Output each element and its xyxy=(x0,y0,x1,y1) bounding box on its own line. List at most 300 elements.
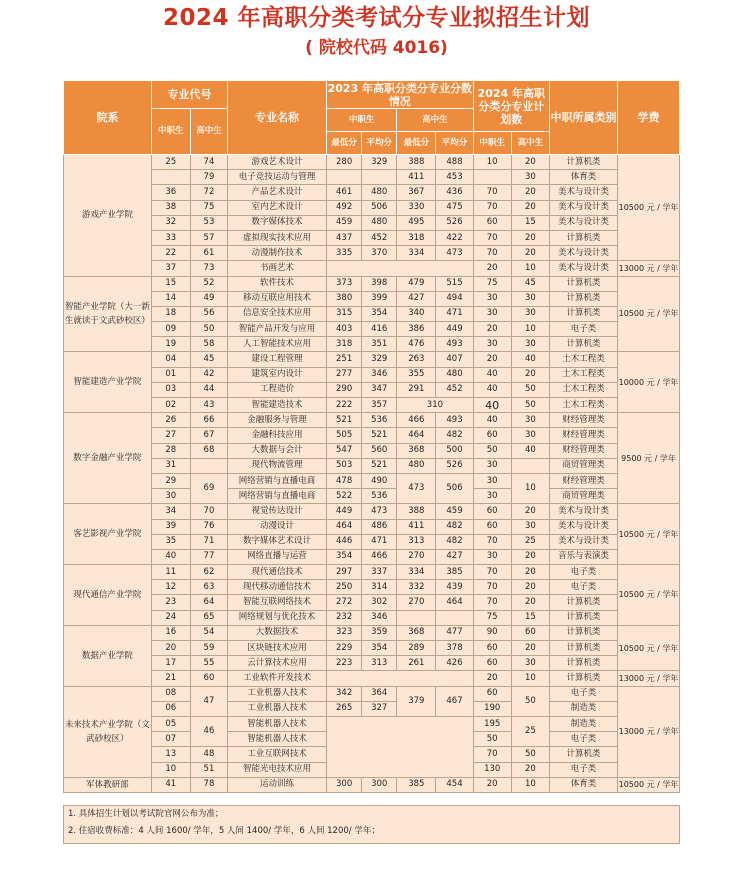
header-zz-avg: 平均分 xyxy=(362,132,397,155)
table-cell: 30 xyxy=(151,489,190,504)
table-cell: 20 xyxy=(511,200,549,215)
table-cell xyxy=(473,170,511,185)
table-cell: 20 xyxy=(511,641,549,656)
table-cell: 音乐与表演类 xyxy=(549,549,617,564)
table-cell: 30 xyxy=(473,458,511,473)
table-cell: 464 xyxy=(436,595,473,610)
table-cell: 310 xyxy=(397,398,473,413)
table-cell: 20 xyxy=(473,322,511,337)
table-cell: 195 xyxy=(473,716,511,731)
table-cell: 大数据与会计 xyxy=(228,443,327,458)
table-row xyxy=(64,185,680,200)
table-cell: 332 xyxy=(397,580,436,595)
table-cell: 20 xyxy=(511,595,549,610)
table-cell: 31 xyxy=(151,458,190,473)
table-cell: 482 xyxy=(436,428,473,443)
table-cell: 90 xyxy=(473,625,511,640)
table-cell: 263 xyxy=(397,352,436,367)
table-row xyxy=(64,504,680,519)
table-cell: 354 xyxy=(362,641,397,656)
enrollment-plan-table xyxy=(63,80,680,793)
table-cell: 25 xyxy=(511,716,549,746)
table-cell: 130 xyxy=(473,762,511,777)
table-cell: 美术与设计类 xyxy=(549,200,617,215)
table-cell: 70 xyxy=(473,185,511,200)
table-cell: 电子类 xyxy=(549,565,617,580)
table-row xyxy=(64,428,680,443)
table-cell: 300 xyxy=(327,777,362,792)
table-cell: 302 xyxy=(362,595,397,610)
table-cell: 10 xyxy=(511,777,549,792)
table-cell: 现代物流管理 xyxy=(228,458,327,473)
fee-cell: 13000 元 / 学年 xyxy=(618,671,680,686)
table-cell: 536 xyxy=(362,413,397,428)
dept-cell: 军体教研部 xyxy=(64,777,152,792)
table-row xyxy=(64,534,680,549)
table-cell: 04 xyxy=(151,352,190,367)
table-cell: 79 xyxy=(190,170,227,185)
table-cell: 464 xyxy=(327,519,362,534)
table-cell: 建设工程管理 xyxy=(228,352,327,367)
table-cell: 479 xyxy=(397,276,436,291)
table-row xyxy=(64,565,680,580)
table-cell: 03 xyxy=(151,382,190,397)
table-cell: 计算机类 xyxy=(549,306,617,321)
table-row xyxy=(64,322,680,337)
table-cell: 76 xyxy=(190,519,227,534)
table-cell: 334 xyxy=(397,565,436,580)
table-cell: 492 xyxy=(327,200,362,215)
table-cell: 427 xyxy=(397,291,436,306)
table-cell: 12 xyxy=(151,580,190,595)
table-cell: 547 xyxy=(327,443,362,458)
table-cell: 494 xyxy=(436,291,473,306)
table-cell: 57 xyxy=(190,230,227,245)
table-cell: 10 xyxy=(511,261,549,276)
table-cell: 313 xyxy=(397,534,436,549)
table-row xyxy=(64,595,680,610)
table-cell: 277 xyxy=(327,367,362,382)
table-cell: 计算机类 xyxy=(549,610,617,625)
table-cell: 14 xyxy=(151,291,190,306)
table-row xyxy=(64,306,680,321)
table-cell: 08 xyxy=(151,686,190,701)
table-cell: 471 xyxy=(436,306,473,321)
table-cell: 439 xyxy=(436,580,473,595)
table-cell: 77 xyxy=(190,549,227,564)
table-cell: 329 xyxy=(362,155,397,170)
table-cell: 电子类 xyxy=(549,322,617,337)
table-cell: 33 xyxy=(151,230,190,245)
notes-box xyxy=(63,805,680,844)
header-code-zz: 中职生 xyxy=(151,109,190,155)
table-cell: 数字媒体艺术设计 xyxy=(228,534,327,549)
table-cell: 506 xyxy=(436,473,473,503)
table-cell: 25 xyxy=(511,534,549,549)
table-cell: 473 xyxy=(436,246,473,261)
table-cell: 计算机类 xyxy=(549,747,617,762)
table-cell xyxy=(327,671,474,686)
table-cell: 64 xyxy=(190,595,227,610)
table-row xyxy=(64,200,680,215)
table-cell: 436 xyxy=(436,185,473,200)
table-cell: 337 xyxy=(362,565,397,580)
table-cell: 20 xyxy=(473,261,511,276)
table-cell: 20 xyxy=(511,155,549,170)
table-cell: 61 xyxy=(190,246,227,261)
table-row xyxy=(64,580,680,595)
table-cell: 数字媒体技术 xyxy=(228,215,327,230)
table-row xyxy=(64,291,680,306)
table-cell: 16 xyxy=(151,625,190,640)
table-cell: 金融服务与管理 xyxy=(228,413,327,428)
table-cell: 60 xyxy=(473,215,511,230)
dept-cell: 游戏产业学院 xyxy=(64,155,152,277)
table-cell: 01 xyxy=(151,367,190,382)
table-cell: 318 xyxy=(327,337,362,352)
table-cell: 40 xyxy=(473,367,511,382)
fee-cell: 13000 元 / 学年 xyxy=(618,261,680,276)
table-cell: 55 xyxy=(190,656,227,671)
table-cell: 500 xyxy=(436,443,473,458)
table-row xyxy=(64,671,680,686)
table-cell: 60 xyxy=(473,686,511,701)
table-cell: 智能互联网络技术 xyxy=(228,595,327,610)
table-row xyxy=(64,170,680,185)
table-cell: 30 xyxy=(511,337,549,352)
table-row xyxy=(64,777,680,792)
table-cell: 482 xyxy=(436,534,473,549)
table-cell: 土木工程类 xyxy=(549,367,617,382)
table-cell: 330 xyxy=(397,200,436,215)
table-cell: 10 xyxy=(511,322,549,337)
fee-cell: 10500 元 / 学年 xyxy=(618,777,680,792)
table-cell: 355 xyxy=(397,367,436,382)
table-row xyxy=(64,458,680,473)
table-cell: 智能产品开发与应用 xyxy=(228,322,327,337)
table-cell: 54 xyxy=(190,625,227,640)
table-cell: 426 xyxy=(436,656,473,671)
table-cell: 69 xyxy=(190,473,227,503)
table-cell: 60 xyxy=(511,625,549,640)
table-cell: 50 xyxy=(511,747,549,762)
table-cell: 计算机类 xyxy=(549,230,617,245)
table-cell: 466 xyxy=(397,413,436,428)
page-title: 2024 年高职分类考试分专业拟招生计划 xyxy=(162,5,591,31)
note-1: 1. 具体招生计划以考试院官网公布为准； xyxy=(68,809,224,819)
table-cell: 222 xyxy=(327,398,362,413)
table-cell: 399 xyxy=(362,291,397,306)
table-cell: 产品艺术设计 xyxy=(228,185,327,200)
table-cell: 357 xyxy=(362,398,397,413)
table-cell: 电子类 xyxy=(549,580,617,595)
table-cell: 505 xyxy=(327,428,362,443)
table-cell: 24 xyxy=(151,610,190,625)
table-cell: 342 xyxy=(327,686,362,701)
dept-cell: 未来技术产业学院（文武砂校区） xyxy=(64,686,152,777)
table-cell: 10 xyxy=(511,671,549,686)
table-row xyxy=(64,473,680,488)
table-cell: 体育类 xyxy=(549,170,617,185)
table-cell: 30 xyxy=(511,413,549,428)
table-body xyxy=(64,155,680,793)
table-cell: 373 xyxy=(327,276,362,291)
table-cell: 354 xyxy=(362,306,397,321)
table-cell: 15 xyxy=(511,610,549,625)
table-cell: 现代移动通信技术 xyxy=(228,580,327,595)
table-header xyxy=(64,81,680,155)
table-row xyxy=(64,276,680,291)
fee-cell: 10500 元 / 学年 xyxy=(618,625,680,671)
table-cell: 521 xyxy=(362,458,397,473)
table-cell: 50 xyxy=(473,732,511,747)
table-cell: 计算机类 xyxy=(549,641,617,656)
table-cell: 526 xyxy=(436,215,473,230)
table-row xyxy=(64,610,680,625)
dept-cell: 数据产业学院 xyxy=(64,625,152,686)
table-cell: 智能机器人技术 xyxy=(228,732,327,747)
table-cell: 美术与设计类 xyxy=(549,534,617,549)
table-cell: 52 xyxy=(190,276,227,291)
table-row xyxy=(64,716,680,731)
table-cell: 62 xyxy=(190,565,227,580)
table-cell: 20 xyxy=(473,671,511,686)
table-cell: 261 xyxy=(397,656,436,671)
table-cell xyxy=(327,716,474,777)
table-cell: 416 xyxy=(362,322,397,337)
table-row xyxy=(64,413,680,428)
table-cell: 467 xyxy=(436,686,473,716)
table-cell: 土木工程类 xyxy=(549,352,617,367)
table-cell: 动漫设计 xyxy=(228,519,327,534)
header-zz-min: 最低分 xyxy=(327,132,362,155)
table-cell: 473 xyxy=(362,504,397,519)
fee-cell: 10500 元 / 学年 xyxy=(618,504,680,565)
table-cell: 36 xyxy=(151,185,190,200)
table-cell: 15 xyxy=(151,276,190,291)
table-cell: 471 xyxy=(362,534,397,549)
table-cell: 476 xyxy=(397,337,436,352)
table-cell: 20 xyxy=(511,230,549,245)
table-cell: 工业机器人技术 xyxy=(228,686,327,701)
table-cell: 359 xyxy=(362,625,397,640)
table-cell: 40 xyxy=(511,352,549,367)
table-cell: 40 xyxy=(473,398,511,413)
table-cell: 50 xyxy=(511,398,549,413)
table-cell xyxy=(362,170,397,185)
table-cell: 289 xyxy=(397,641,436,656)
table-cell: 视觉传达设计 xyxy=(228,504,327,519)
table-cell: 47 xyxy=(190,686,227,716)
table-cell: 计算机类 xyxy=(549,276,617,291)
table-cell: 461 xyxy=(327,185,362,200)
table-cell: 计算机类 xyxy=(549,595,617,610)
table-cell: 46 xyxy=(190,716,227,746)
table-cell: 493 xyxy=(436,413,473,428)
table-cell: 506 xyxy=(362,200,397,215)
table-cell: 70 xyxy=(473,534,511,549)
table-cell: 60 xyxy=(473,656,511,671)
table-cell: 334 xyxy=(397,246,436,261)
header-major: 专业名称 xyxy=(228,81,327,155)
table-cell: 38 xyxy=(151,200,190,215)
table-cell: 财经管理类 xyxy=(549,428,617,443)
table-cell: 30 xyxy=(511,170,549,185)
table-cell: 346 xyxy=(362,367,397,382)
dept-cell: 客艺影视产业学院 xyxy=(64,504,152,565)
table-cell: 490 xyxy=(362,473,397,488)
table-cell: 70 xyxy=(473,565,511,580)
table-cell: 28 xyxy=(151,443,190,458)
table-cell: 60 xyxy=(473,428,511,443)
table-cell: 66 xyxy=(190,413,227,428)
table-cell: 449 xyxy=(327,504,362,519)
table-cell: 美术与设计类 xyxy=(549,261,617,276)
table-cell: 制造类 xyxy=(549,716,617,731)
table-row xyxy=(64,701,680,716)
table-cell: 20 xyxy=(511,246,549,261)
table-cell: 368 xyxy=(397,625,436,640)
table-cell: 20 xyxy=(511,367,549,382)
header-gz-avg: 平均分 xyxy=(436,132,473,155)
table-cell: 电子类 xyxy=(549,732,617,747)
table-cell: 407 xyxy=(436,352,473,367)
table-cell: 48 xyxy=(190,747,227,762)
table-row xyxy=(64,443,680,458)
table-cell xyxy=(436,610,473,625)
table-cell: 370 xyxy=(362,246,397,261)
table-cell: 10 xyxy=(511,473,549,503)
table-cell: 223 xyxy=(327,656,362,671)
table-cell: 71 xyxy=(190,534,227,549)
table-cell: 计算机类 xyxy=(549,625,617,640)
table-cell: 495 xyxy=(397,215,436,230)
table-cell: 297 xyxy=(327,565,362,580)
table-cell: 网络规划与优化技术 xyxy=(228,610,327,625)
table-row xyxy=(64,246,680,261)
header-score-gz: 高中生 xyxy=(397,109,473,132)
table-cell: 70 xyxy=(473,230,511,245)
table-cell: 459 xyxy=(436,504,473,519)
table-cell: 30 xyxy=(473,291,511,306)
table-cell: 480 xyxy=(362,215,397,230)
table-cell: 45 xyxy=(190,352,227,367)
table-cell: 建筑室内设计 xyxy=(228,367,327,382)
table-cell: 515 xyxy=(436,276,473,291)
table-cell: 560 xyxy=(362,443,397,458)
header-plan-gz: 高中生 xyxy=(511,132,549,155)
table-cell: 73 xyxy=(190,261,227,276)
table-cell: 27 xyxy=(151,428,190,443)
table-cell: 计算机类 xyxy=(549,155,617,170)
table-cell: 电子竞技运动与管理 xyxy=(228,170,327,185)
table-cell: 422 xyxy=(436,230,473,245)
table-cell: 美术与设计类 xyxy=(549,504,617,519)
table-cell: 工程造价 xyxy=(228,382,327,397)
table-cell: 11 xyxy=(151,565,190,580)
table-cell: 20 xyxy=(473,777,511,792)
table-cell: 386 xyxy=(397,322,436,337)
table-cell: 68 xyxy=(190,443,227,458)
table-cell: 60 xyxy=(473,504,511,519)
table-cell: 454 xyxy=(436,777,473,792)
table-cell: 50 xyxy=(511,686,549,716)
table-cell: 22 xyxy=(151,246,190,261)
table-cell: 05 xyxy=(151,716,190,731)
fee-cell: 10500 元 / 学年 xyxy=(618,155,680,261)
table-row xyxy=(64,352,680,367)
table-cell: 437 xyxy=(327,230,362,245)
table-cell xyxy=(327,170,362,185)
table-cell: 526 xyxy=(436,458,473,473)
table-cell: 29 xyxy=(151,473,190,488)
table-cell: 49 xyxy=(190,291,227,306)
table-cell: 44 xyxy=(190,382,227,397)
table-cell: 30 xyxy=(511,519,549,534)
table-cell: 65 xyxy=(190,610,227,625)
table-cell: 56 xyxy=(190,306,227,321)
table-cell: 32 xyxy=(151,215,190,230)
table-cell: 232 xyxy=(327,610,362,625)
table-cell: 20 xyxy=(511,504,549,519)
table-cell: 42 xyxy=(190,367,227,382)
table-cell: 50 xyxy=(473,443,511,458)
header-plan-zz: 中职生 xyxy=(473,132,511,155)
table-cell: 385 xyxy=(397,777,436,792)
table-cell: 网络营销与直播电商 xyxy=(228,489,327,504)
table-cell: 521 xyxy=(327,413,362,428)
table-cell: 521 xyxy=(362,428,397,443)
table-cell xyxy=(151,170,190,185)
table-cell: 智能机器人技术 xyxy=(228,716,327,731)
table-cell: 30 xyxy=(473,473,511,488)
table-cell: 464 xyxy=(397,428,436,443)
table-cell: 19 xyxy=(151,337,190,352)
table-cell: 453 xyxy=(436,170,473,185)
table-cell: 30 xyxy=(511,656,549,671)
header-dept: 院系 xyxy=(64,81,152,155)
table-cell: 72 xyxy=(190,185,227,200)
table-cell: 15 xyxy=(511,215,549,230)
table-cell: 虚拟现实技术应用 xyxy=(228,230,327,245)
table-cell: 25 xyxy=(151,155,190,170)
table-cell: 云计算技术应用 xyxy=(228,656,327,671)
table-cell: 10 xyxy=(473,155,511,170)
table-cell: 20 xyxy=(151,641,190,656)
table-cell: 522 xyxy=(327,489,362,504)
table-cell: 40 xyxy=(473,382,511,397)
table-cell: 323 xyxy=(327,625,362,640)
table-cell: 388 xyxy=(397,504,436,519)
table-cell: 软件技术 xyxy=(228,276,327,291)
table-cell: 43 xyxy=(190,398,227,413)
dept-cell: 智能建造产业学院 xyxy=(64,352,152,413)
table-cell: 40 xyxy=(151,549,190,564)
table-cell: 482 xyxy=(436,519,473,534)
table-cell: 368 xyxy=(397,443,436,458)
fee-cell: 10500 元 / 学年 xyxy=(618,565,680,626)
table-cell: 电子类 xyxy=(549,686,617,701)
table-cell: 327 xyxy=(362,701,397,716)
table-cell: 398 xyxy=(362,276,397,291)
table-cell: 30 xyxy=(473,306,511,321)
table-cell: 411 xyxy=(397,519,436,534)
table-cell: 美术与设计类 xyxy=(549,246,617,261)
table-cell: 50 xyxy=(511,382,549,397)
table-cell: 39 xyxy=(151,519,190,534)
table-cell: 480 xyxy=(397,458,436,473)
table-cell: 07 xyxy=(151,732,190,747)
